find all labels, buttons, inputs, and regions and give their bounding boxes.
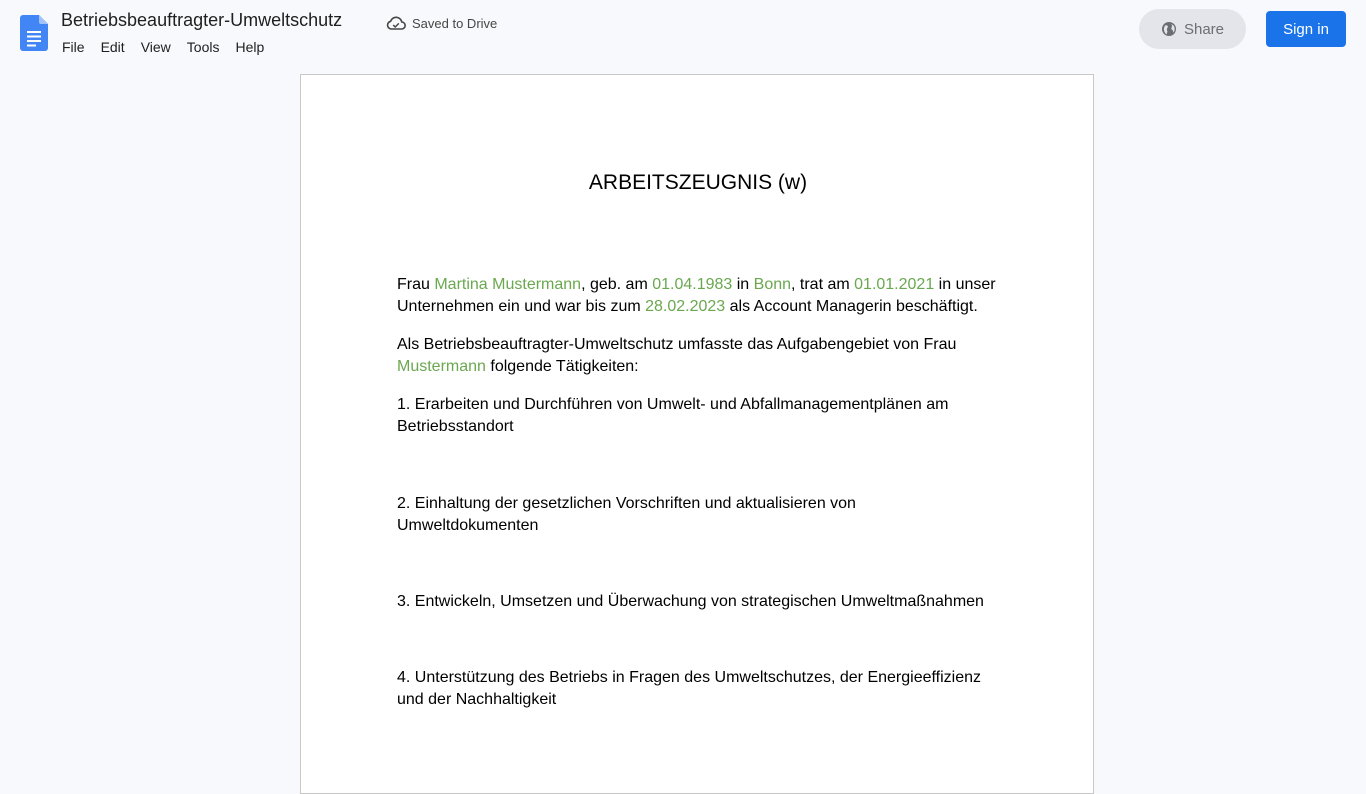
app-header xyxy=(0,0,1366,64)
text-run: Frau xyxy=(397,276,435,293)
menu-tools[interactable]: Tools xyxy=(186,39,220,55)
save-status-label: Saved to Drive xyxy=(412,15,498,31)
text-run: , trat am xyxy=(791,276,855,293)
placeholder-end-date: 28.02.2023 xyxy=(645,298,726,315)
intro-paragraph xyxy=(397,274,997,318)
menu-file[interactable]: File xyxy=(62,39,85,55)
sign-in-button[interactable]: Sign in xyxy=(1266,11,1346,47)
text-run: Als Betriebsbeauftragter-Umweltschutz umfasste das Aufgabengebiet von Frau xyxy=(397,336,957,353)
placeholder-name: Martina Mustermann xyxy=(434,276,582,293)
text-run: , geb. am xyxy=(581,276,653,293)
duties-intro-paragraph xyxy=(397,334,997,378)
menu-view[interactable]: View xyxy=(140,39,171,55)
google-docs-icon[interactable] xyxy=(20,15,48,51)
text-run: in xyxy=(732,276,754,293)
menu-edit[interactable]: Edit xyxy=(100,39,125,55)
globe-icon xyxy=(1161,21,1177,37)
text-run: folgende Tätigkeiten: xyxy=(485,358,639,375)
text-run: in unser Unternehmen ein und war bis zum xyxy=(397,276,996,315)
document-page[interactable] xyxy=(300,74,1094,794)
cloud-done-icon xyxy=(386,15,406,31)
document-title[interactable]: Betriebsbeauftragter-Umweltschutz xyxy=(61,10,343,30)
task-item: 4. Unterstützung des Betriebs in Fragen des Umweltschutzes, der Energieeffizienz und der Nachhaltigkeit xyxy=(397,669,981,708)
placeholder-surname: Mustermann xyxy=(397,358,486,375)
text-run: als Account Managerin beschäftigt. xyxy=(725,298,978,315)
task-item: 1. Erarbeiten und Durchführen von Umwelt- und Abfallmanagementplänen am Betriebsstandort xyxy=(397,396,949,435)
document-heading: ARBEITSZEUGNIS (w) xyxy=(588,171,808,194)
task-item: 3. Entwickeln, Umsetzen und Überwachung von strategischen Umweltmaßnahmen xyxy=(397,593,984,610)
task-item: 2. Einhaltung der gesetzlichen Vorschriften und aktualisieren von Umweltdokumenten xyxy=(397,495,856,534)
placeholder-start-date: 01.01.2021 xyxy=(854,276,935,293)
placeholder-birthdate: 01.04.1983 xyxy=(652,276,733,293)
placeholder-city: Bonn xyxy=(753,276,792,293)
share-label: Share xyxy=(1183,20,1225,38)
share-button[interactable] xyxy=(1139,9,1246,49)
save-status[interactable] xyxy=(386,14,497,32)
menu-bar xyxy=(54,36,272,58)
menu-help[interactable]: Help xyxy=(235,39,265,55)
